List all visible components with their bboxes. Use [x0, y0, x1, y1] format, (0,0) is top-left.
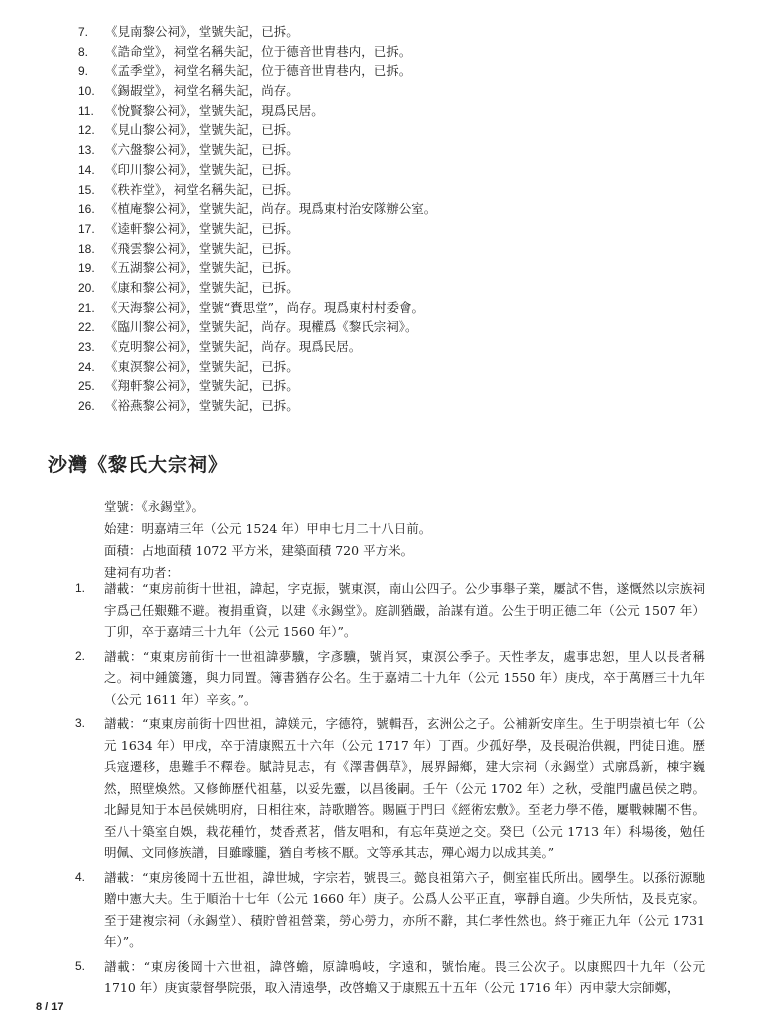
- item-text: 《克明黎公祠》，堂號失記，尚存。現爲民居。: [105, 339, 362, 354]
- hall-list-item: [78, 337, 436, 357]
- hall-list-item: [78, 376, 436, 396]
- item-number: 26.: [78, 399, 95, 414]
- ancestral-hall-list: [78, 22, 436, 416]
- item-number: 11.: [78, 103, 94, 118]
- note-number: 1.: [75, 581, 86, 595]
- item-text: 《臨川黎公祠》，堂號失記，尚存。現權爲《黎氏宗祠》。: [105, 319, 418, 335]
- item-number: 24.: [78, 359, 95, 374]
- item-text: 《悅賢黎公祠》，堂號失記，現爲民居。: [105, 102, 324, 118]
- note-text: 譜載：“東房前街十世祖，諱起，字克振，號東溟，南山公四子。公少事舉子業，屢試不售，遂慨然以宗族祠宇爲己任艱難不避。複捐重資，以建《永錫堂》。庭訓猶嚴，詒謀有道。公生于明正德二年（公元 1507 年）丁卯，卒于嘉靖三十九年（公元 1560 年）”。: [104, 581, 705, 639]
- item-text: 《五湖黎公祠》，堂號失記，已拆。: [105, 260, 299, 276]
- item-text: 《見南黎公祠》，堂號失記，已拆。: [105, 24, 299, 39]
- note-number: 2.: [75, 648, 86, 663]
- hall-list-item: [78, 81, 436, 101]
- item-number: 15.: [78, 182, 95, 197]
- item-number: 21.: [78, 300, 95, 315]
- note-text: 譜載：“東東房前街十一世祖諱夢驥，字彥驥，號肖冥，東溟公季子。天性孝友，處事忠恕，里人以長者稱之。祠中鍾簴籩，與力同置。簿書猶存公名。生于嘉靖二十九年（公元 1550 年）庚戌，卒于萬曆三十九年（公元 1611 年）辛亥。”。: [104, 648, 705, 707]
- item-text: 《翔軒黎公祠》，堂號失記，已拆。: [105, 378, 299, 394]
- note-number: 5.: [75, 958, 86, 973]
- item-text: 《六盤黎公祠》，堂號失記，已拆。: [105, 142, 299, 158]
- hall-list-item: [78, 101, 436, 121]
- item-text: 《東溟黎公祠》，堂號失記，已拆。: [105, 358, 299, 374]
- item-number: 8.: [78, 44, 89, 59]
- hall-list-item: [78, 22, 436, 42]
- item-text: 《植庵黎公祠》，堂號失記，尚存。現爲東村治安隊辦公室。: [105, 201, 437, 217]
- item-number: 19.: [78, 261, 95, 276]
- item-number: 17.: [78, 221, 95, 236]
- item-number: 9.: [78, 64, 89, 79]
- item-text: 《印川黎公祠》，堂號失記，已拆。: [105, 161, 299, 177]
- item-number: 12.: [78, 123, 95, 138]
- item-number: 22.: [78, 320, 95, 335]
- contributor-note: [75, 646, 705, 711]
- page-number: 8 / 17: [36, 1001, 64, 1013]
- hall-list-item: [78, 239, 436, 259]
- hall-list-item: [78, 160, 436, 180]
- note-text: 譜載：“東東房前街十四世祖，諱媄元，字德符，號輯吾，玄洲公之子。公補新安庠生。生于明崇禎七年（公元 1634 年）甲戌，卒于清康熙五十六年（公元 1717 年）丁酉。少孤好學，及長硯治供親，門徒日進。歷兵寇遷移，患難手不釋卷。賦詩見志，有《澤書偶草》，展界歸鄉，建大宗祠（永錫堂）式廓爲新，棟宇巍然，照壁煥然。又修飾歷代祖墓，以妥先靈，以昌後嗣。壬午（公元 1702 年）之秋，受龍門盧邑侯之聘。北歸見知于本邑侯姚明府，日相往來，詩歌贈答。賜匾于門曰《經術宏敷》。至老力學不倦，屢戰棘闈不售。至八十築室自娛，栽花種竹，焚香煮茗，偕友唱和，有忘年莫逆之交。癸巳（公元 1713 年）科場後，勉任明佩、文同修族譜，目雖曚朧，猶自考核不厭。文等承其志，殫心竭力以成其美。”: [104, 716, 705, 860]
- item-text: 《見山黎公祠》，堂號失記，已拆。: [105, 122, 299, 138]
- item-text: 《飛雲黎公祠》，堂號失記，已拆。: [105, 240, 299, 256]
- contributor-note: [75, 713, 705, 864]
- item-text: 《天海黎公祠》，堂號“賚思堂”，尚存。現爲東村村委會。: [105, 299, 425, 315]
- note-number: 3.: [75, 716, 86, 730]
- hall-list-item: [78, 219, 436, 239]
- note-text: 譜載：“東房後岡十六世祖，諱啓蟾，原諱鳴岐，字遠和，號怡庵。畏三公次子。以康熙四十九年（公元 1710 年）庚寅蒙督學院張，取入清遠學，改啓蟾又于康熙五十五年（公元 1716 年）丙申蒙大宗師鄭，: [104, 958, 705, 995]
- hall-list-item: [78, 258, 436, 278]
- hall-list-item: [78, 199, 436, 219]
- item-text: 《康和黎公祠》，堂號失記，已拆。: [105, 279, 299, 295]
- item-number: 23.: [78, 340, 95, 354]
- hall-list-item: [78, 357, 436, 377]
- item-text: 《裕燕黎公祠》，堂號失記，已拆。: [105, 398, 299, 414]
- note-text: 譜載：“東房後岡十五世祖，諱世城，字宗若，號畏三。懿良祖第六子，側室崔氏所出。國學生。以孫衍源馳贈中憲大夫。生于順治十七年（公元 1660 年）庚子。公爲人公平正直，寧靜自適。少失所怙，及長克家。至于建複宗祠（永錫堂）、積貯曾祖營業，勞心勞力，亦所不辭，其仁孝性然也。終于雍正九年（公元 1731 年）”。: [104, 869, 705, 949]
- item-text: 《秩祚堂》，祠堂名稱失記，已拆。: [105, 181, 299, 197]
- contributor-note: [75, 956, 705, 999]
- contributor-notes-list: [75, 578, 705, 1002]
- hall-list-item: [78, 317, 436, 337]
- contributors-label: 建祠有功者：: [104, 565, 180, 580]
- item-text: 《誥命堂》，祠堂名稱失記，位于德音世胄巷内，已拆。: [105, 43, 412, 59]
- hall-details: [104, 496, 431, 584]
- hall-list-item: [78, 42, 436, 62]
- item-number: 25.: [78, 379, 95, 394]
- hall-list-item: [78, 140, 436, 160]
- item-number: 10.: [78, 84, 95, 99]
- area-line: 面積：占地面積 1072 平方米，建築面積 720 平方米。: [104, 543, 414, 558]
- item-number: 16.: [78, 202, 95, 217]
- hall-list-item: [78, 120, 436, 140]
- hall-list-item: [78, 278, 436, 298]
- item-number: 7.: [78, 25, 89, 39]
- item-number: 13.: [78, 143, 95, 158]
- contributor-note: [75, 867, 705, 953]
- hall-list-item: [78, 396, 436, 416]
- item-number: 14.: [78, 162, 95, 177]
- hall-list-item: [78, 180, 436, 200]
- hall-list-item: [78, 61, 436, 81]
- note-number: 4.: [75, 869, 86, 884]
- built-date-line: 始建：明嘉靖三年（公元 1524 年）甲申七月二十八日前。: [104, 521, 432, 536]
- item-text: 《孟季堂》，祠堂名稱失記，位于德音世胄巷内，已拆。: [105, 63, 412, 79]
- section-title: 沙灣《黎氏大宗祠》: [48, 454, 229, 476]
- hall-name-line: 堂號：《永錫堂》。: [104, 499, 205, 514]
- item-text: 《逵軒黎公祠》，堂號失記，已拆。: [105, 220, 299, 236]
- item-text: 《錫嘏堂》，祠堂名稱失記，尚存。: [105, 83, 299, 99]
- hall-list-item: [78, 298, 436, 318]
- item-number: 20.: [78, 280, 95, 295]
- contributor-note: [75, 578, 705, 643]
- item-number: 18.: [78, 241, 95, 256]
